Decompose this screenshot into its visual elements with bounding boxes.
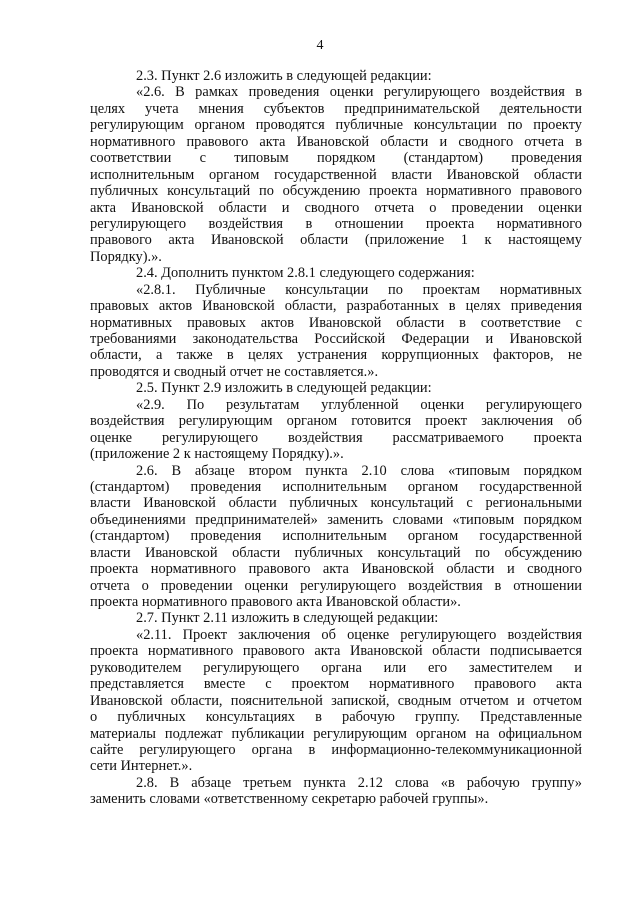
text-line: материалы подлежат публикации регулирующим органом на официальном [90, 725, 582, 742]
text-line: исполнительным органом государственной власти Ивановской области [90, 166, 582, 183]
text-line: «2.9. По результатам углубленной оценки регулирующего [136, 396, 582, 413]
text-line: «2.6. В рамках проведения оценки регулирующего воздействия в [136, 84, 582, 101]
text-line: соответствии с типовым порядком (стандартом) проведения [90, 150, 582, 167]
text-line: Порядку).». [90, 248, 162, 265]
document-body [90, 68, 582, 808]
text-line: 2.6. В абзаце втором пункта 2.10 слова «типовым порядком [136, 462, 582, 479]
text-line: о публичных консультациях в рабочую группу. Представленные [90, 709, 582, 726]
text-line: 2.3. Пункт 2.6 изложить в следующей редакции: [136, 68, 432, 84]
text-line: нормативного правового акта Ивановской области и сводного отчета в [90, 133, 582, 150]
text-line: проекта нормативного правового акта Ивановской области и сводного [90, 561, 582, 578]
text-line: представляется вместе с проектом нормативного правового акта [90, 676, 582, 693]
text-line: (стандартом) проведения исполнительным органом государственной [90, 478, 582, 495]
text-line: объединениями предпринимателей» заменить словами «типовым порядком [90, 511, 582, 528]
text-line: (стандартом) проведения исполнительным органом государственной [90, 528, 582, 545]
text-line: «2.8.1. Публичные консультации по проектам нормативных [136, 281, 582, 298]
text-line: 2.8. В абзаце третьем пункта 2.12 слова «в рабочую группу» [136, 774, 582, 791]
text-line: 2.4. Дополнить пунктом 2.8.1 следующего содержания: [136, 265, 475, 282]
text-line: руководителем регулирующего органа или его заместителем и [90, 659, 582, 676]
text-line: проводятся и сводный отчет не составляется.». [90, 363, 379, 380]
text-line: нормативных правовых актов Ивановской области в соответствие с [90, 314, 582, 331]
page-number: 4 [316, 38, 324, 53]
text-line: сети Интернет.». [90, 758, 193, 775]
text-line: публичных консультаций по обсуждению проекта нормативного правового [90, 183, 582, 200]
text-line: акта Ивановской области и сводного отчета о проведении оценки [90, 199, 582, 216]
text-line: области, а также в целях устранения коррупционных факторов, не [90, 347, 582, 364]
text-line: регулирующим органом проводятся публичные консультации по проекту [90, 117, 582, 134]
text-line: требованиями законодательства Российской Федерации и Ивановской [90, 331, 582, 347]
text-line: власти Ивановской области публичных консультаций с региональными [90, 495, 582, 512]
text-line: заменить словами «ответственному секретарю рабочей группы». [90, 791, 489, 808]
text-line: правового акта Ивановской области (приложение 1 к настоящему [90, 232, 582, 249]
text-line: проекта нормативного правового акта Ивановской области». [90, 594, 461, 610]
text-line: проекта нормативного правового акта Ивановской области подписывается [90, 643, 582, 660]
text-line: Ивановской области, пояснительной запиской, сводным отчетом и отчетом [90, 692, 582, 709]
text-line: регулирующего воздействия в отношении проекта нормативного [90, 215, 582, 232]
text-line: власти Ивановской области публичных консультаций по обсуждению [90, 544, 582, 561]
text-line: 2.5. Пункт 2.9 изложить в следующей редакции: [136, 380, 432, 397]
text-line: отчета о проведении оценки регулирующего воздействия в отношении [90, 577, 582, 594]
text-line: оценке регулирующего воздействия рассматриваемого проекта [90, 429, 582, 446]
text-line: правовых актов Ивановской области, разработанных в целях приведения [90, 298, 582, 315]
text-line: целях учета мнения субъектов предпринимательской деятельности [90, 100, 582, 117]
text-line: воздействия регулирующим органом готовится проект заключения об [90, 413, 582, 430]
text-line: сайте регулирующего органа в информационно-телекоммуникационной [90, 741, 582, 758]
text-line: (приложение 2 к настоящему Порядку).». [90, 446, 344, 463]
text-line: «2.11. Проект заключения об оценке регулирующего воздействия [136, 626, 582, 643]
text-line: 2.7. Пункт 2.11 изложить в следующей редакции: [136, 610, 439, 627]
